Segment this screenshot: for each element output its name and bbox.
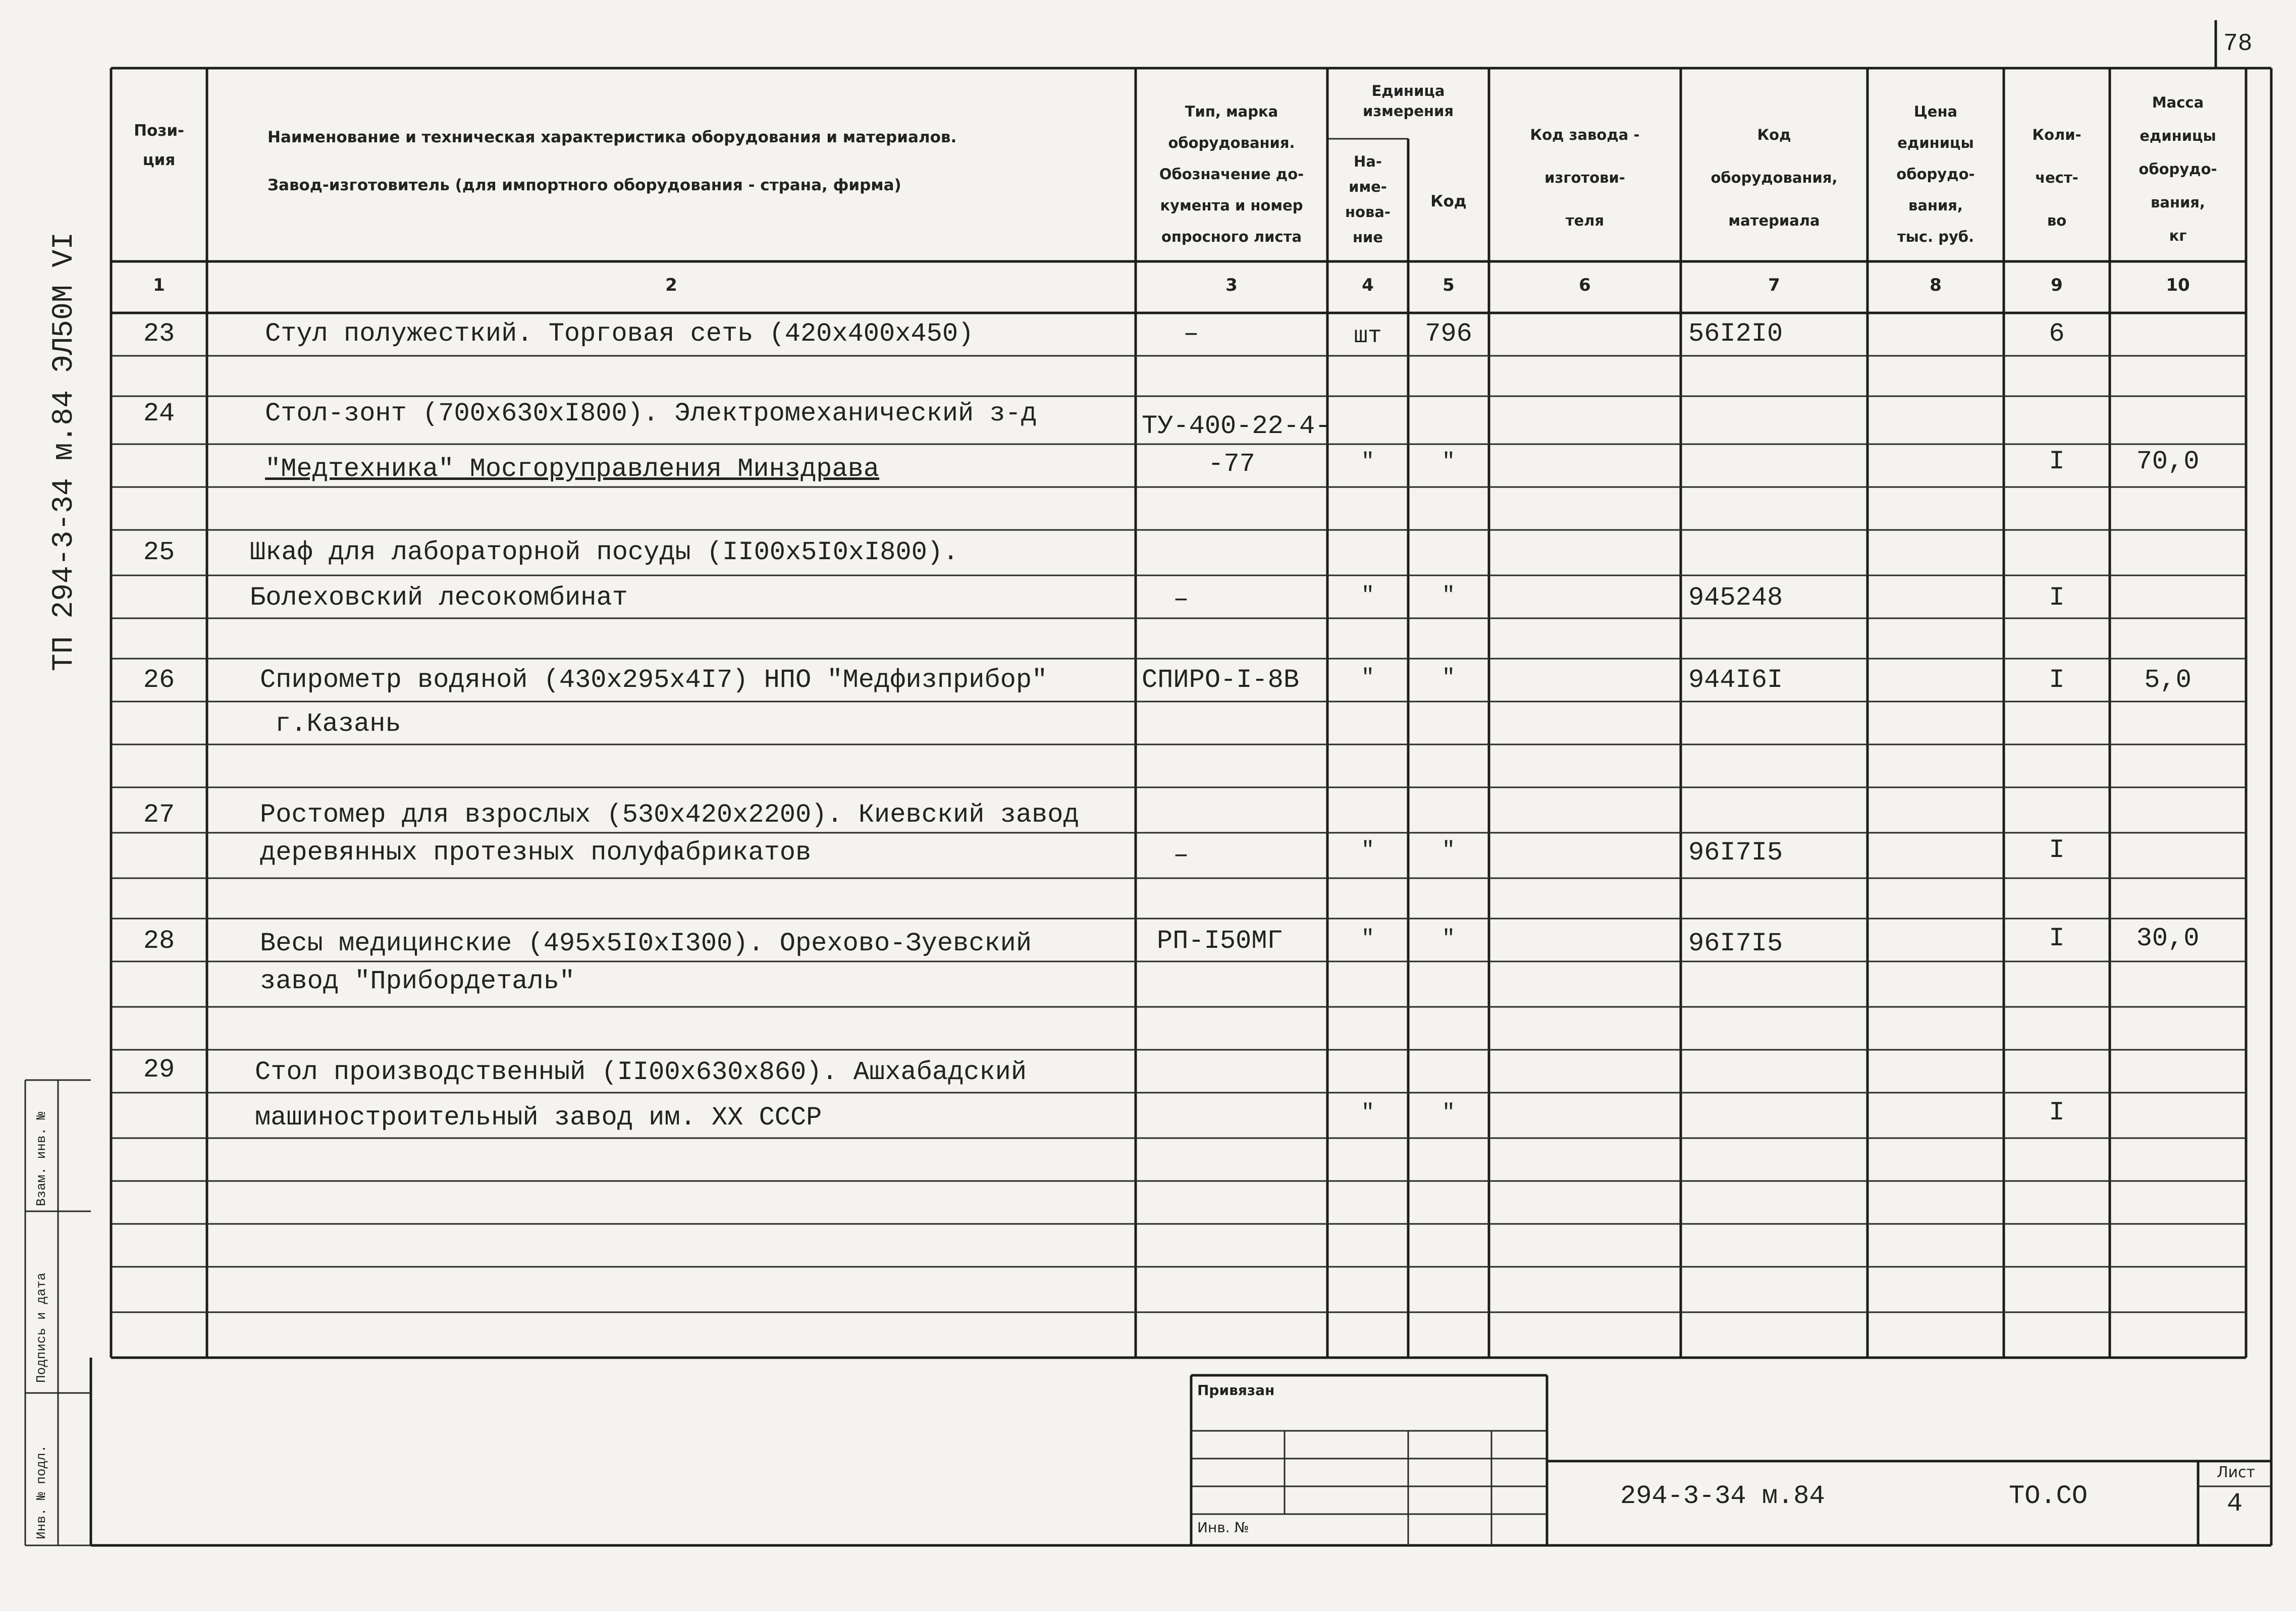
column-number: 8 (1930, 275, 1942, 295)
header-unit-code: Код (1430, 192, 1467, 210)
row-position: 25 (143, 538, 175, 567)
row-equipment-code: 56I2I0 (1688, 319, 1783, 349)
row-mass: 5,0 (2144, 665, 2192, 695)
row-position: 23 (143, 319, 175, 349)
row-name-line1: Ростомер для взрослых (530x420x2200). Киевский завод (260, 800, 1079, 830)
row-equipment-code: 96I7I5 (1688, 929, 1783, 958)
column-number: 6 (1579, 275, 1591, 295)
row-quantity: I (2049, 924, 2065, 953)
header-position: Пози- ция (134, 122, 184, 169)
column-number: 5 (1443, 275, 1455, 295)
row-unit-code: 796 (1425, 319, 1472, 349)
stamp-signature-label: Подпись и дата (34, 1272, 49, 1383)
title-attached-label: Привязан (1197, 1382, 1275, 1399)
row-unit: " (1361, 1100, 1375, 1125)
row-name-line2: деревянных протезных полуфабрикатов (260, 838, 812, 868)
row-quantity: 6 (2049, 319, 2065, 349)
column-number: 3 (1225, 275, 1238, 295)
header-type: Тип, марка оборудования. Обозначение до- кумента и номер опросного листа (1159, 103, 1304, 245)
row-name-line1: Стул полужесткий. Торговая сеть (420x400x450) (265, 319, 974, 349)
row-unit: " (1361, 449, 1375, 474)
row-position: 24 (143, 399, 175, 428)
side-document-code: ТП 294-3-34 м.84 ЭЛ50М VI (48, 232, 81, 671)
title-document-code: 294-3-34 м.84 (1620, 1481, 1825, 1511)
row-type-line2: – (1173, 840, 1189, 870)
stamp-replace-label: Взам. инв. № (34, 1111, 49, 1206)
row-quantity: I (2049, 447, 2065, 476)
row-name-line2: завод "Прибордеталь" (260, 966, 575, 996)
row-name-line1: Стол производственный (II00x630x860). Ашхабадский (255, 1057, 1027, 1087)
row-name-line1: Шкаф для лабораторной посуды (II00x5I0xI800). (250, 538, 959, 567)
row-name-line2: г.Казань (275, 709, 401, 739)
header-mass: Масса единицы оборудо- вания, кг (2139, 94, 2217, 244)
row-name-line2: машиностроительный завод им. XX СССР (255, 1103, 822, 1133)
page-number: 78 (2223, 30, 2253, 58)
row-unit: " (1361, 926, 1375, 951)
header-unit-name: На- име- нова- ние (1345, 153, 1391, 246)
row-type-line1: – (1183, 319, 1199, 349)
header-name: Наименование и техническая характеристика оборудования и материалов. Завод-изготовитель (для импортного оборудования - страна, фирма) (268, 128, 957, 194)
row-unit-code: " (1441, 449, 1456, 474)
row-position: 29 (143, 1055, 175, 1085)
row-name-line1: Спирометр водяной (430x295x4I7) НПО "Медфизприбор" (260, 665, 1048, 695)
header-unit-group: Единица измерения (1363, 82, 1454, 120)
row-unit: " (1361, 583, 1375, 608)
row-unit: " (1361, 665, 1375, 690)
row-type-line1: РП-I50МГ (1157, 926, 1283, 956)
row-type-line2: -77 (1208, 449, 1255, 479)
title-sheet-number: 4 (2226, 1489, 2243, 1519)
column-number: 7 (1768, 275, 1780, 295)
row-unit-code: " (1441, 1100, 1456, 1125)
row-unit-code: " (1441, 838, 1456, 863)
row-unit-code: " (1441, 926, 1456, 951)
row-equipment-code: 944I6I (1688, 665, 1783, 695)
row-quantity: I (2049, 1098, 2065, 1127)
row-quantity: I (2049, 835, 2065, 865)
row-name-line1: Весы медицинские (495x5I0xI300). Орехово-Зуевский (260, 929, 1032, 958)
row-name-line2: "Медтехника" Мосгоруправления Минздрава (265, 454, 879, 484)
title-sheet-label: Лист (2216, 1464, 2256, 1481)
row-type-line1: СПИРО-I-8В (1142, 665, 1300, 695)
header-price: Цена единицы оборудо- вания, тыс. руб. (1896, 103, 1975, 245)
title-sheet-code: ТО.СО (2009, 1481, 2088, 1511)
column-number: 1 (153, 275, 165, 295)
header-manufacturer-code: Код завода - изготови- теля (1530, 126, 1640, 229)
row-type-line2: – (1173, 584, 1189, 614)
row-mass: 70,0 (2136, 447, 2200, 476)
row-unit: " (1361, 838, 1375, 863)
row-position: 28 (143, 926, 175, 956)
column-number: 9 (2051, 275, 2063, 295)
column-number: 4 (1362, 275, 1374, 295)
row-quantity: I (2049, 665, 2065, 695)
row-name-line2: Болеховский лесокомбинат (250, 583, 628, 613)
row-name-line1: Стол-зонт (700x630xI800). Электромеханический з-д (265, 399, 1037, 428)
row-equipment-code: 96I7I5 (1688, 838, 1783, 868)
row-unit-code: " (1441, 665, 1456, 690)
header-quantity: Коли- чест- во (2032, 126, 2081, 229)
row-quantity: I (2049, 583, 2065, 613)
row-position: 27 (143, 800, 175, 830)
column-number: 2 (665, 275, 677, 295)
row-unit-code: " (1441, 583, 1456, 608)
row-position: 26 (143, 665, 175, 695)
column-number: 10 (2166, 275, 2190, 295)
row-unit: шт (1354, 323, 1382, 349)
row-type-line1: ТУ-400-22-4- (1142, 411, 1331, 441)
row-mass: 30,0 (2136, 924, 2200, 953)
header-equipment-code: Код оборудования, материала (1711, 126, 1838, 229)
title-inv-label: Инв. № (1197, 1519, 1249, 1536)
stamp-inv-label: Инв. № подл. (34, 1444, 49, 1539)
row-equipment-code: 945248 (1688, 583, 1783, 613)
